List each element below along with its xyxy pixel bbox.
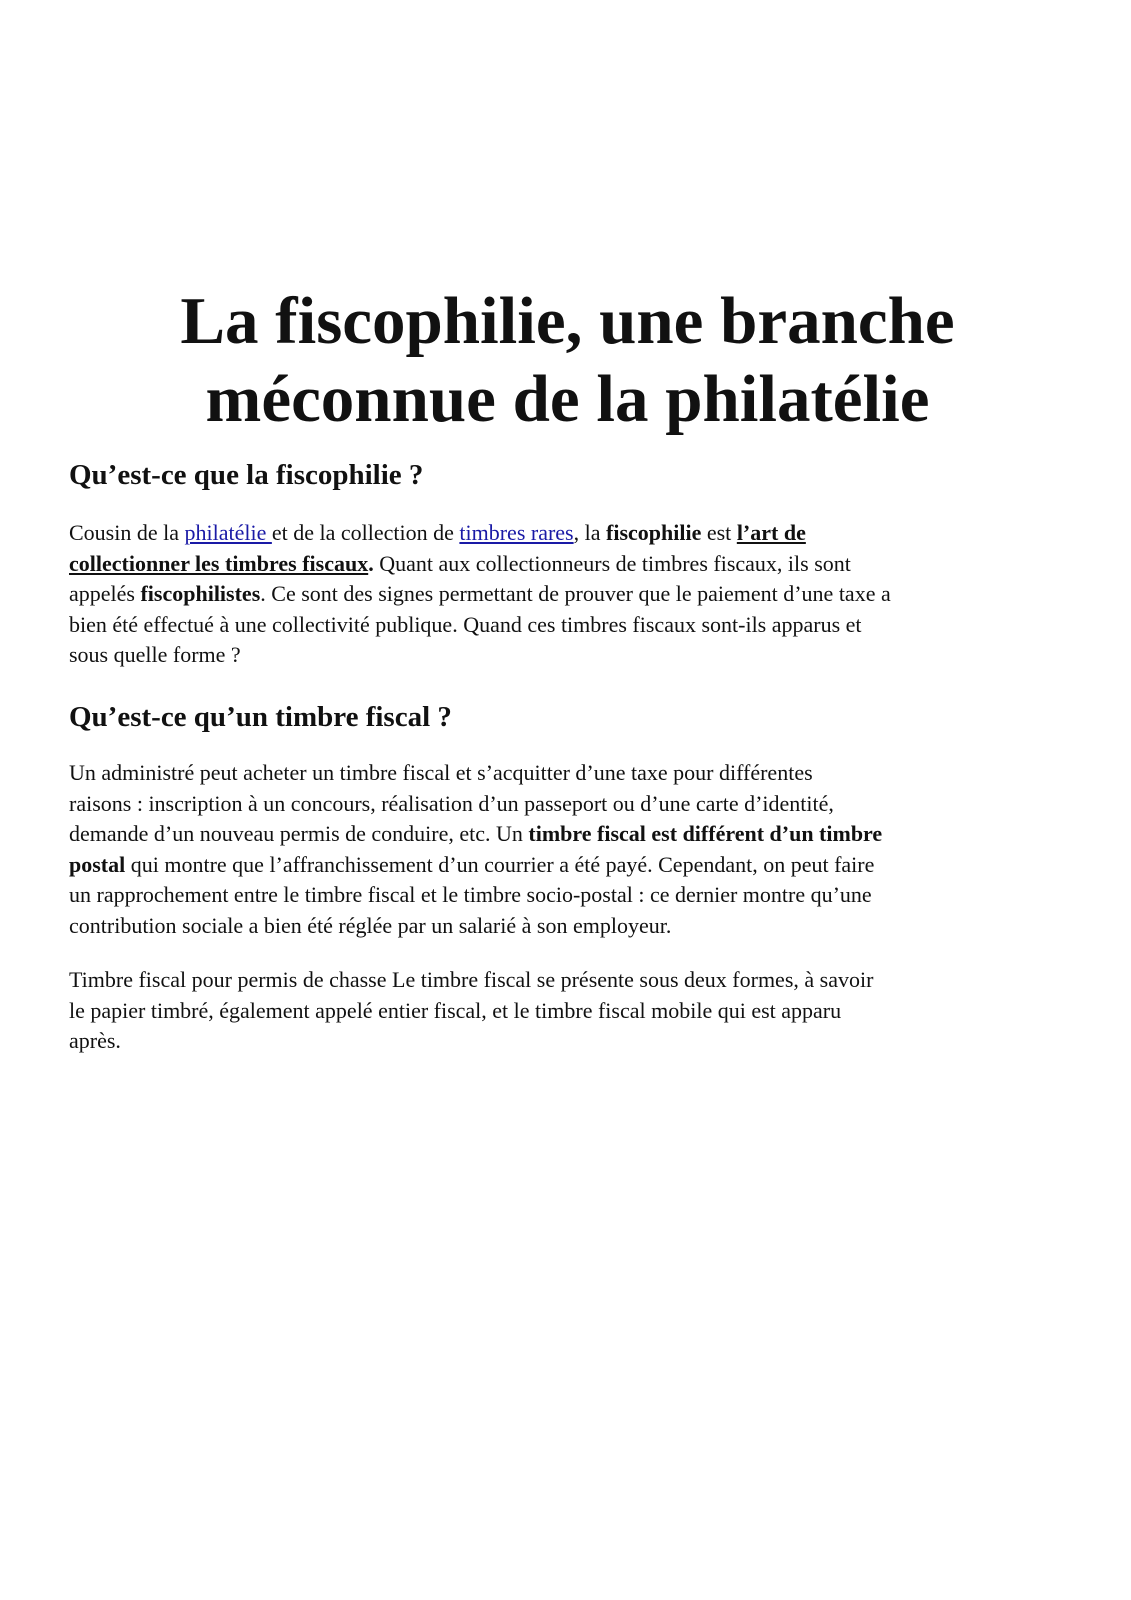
title-line-2: méconnue de la philatélie: [205, 362, 930, 436]
text-run: . Ce sont des signes permettant de prouver que le paiement d’une taxe a: [260, 581, 891, 606]
link-timbres-rares[interactable]: timbres rares: [459, 520, 574, 545]
text-run: et de la collection de: [271, 520, 460, 545]
title-line-1: La fiscophilie, une branche: [180, 284, 955, 358]
text-run: demande d’un nouveau permis de conduire, etc. Un: [69, 821, 529, 846]
text-line: Timbre fiscal pour permis de chasse Le timbre fiscal se présente sous deux formes, à savoir: [69, 967, 874, 992]
text-run: qui montre que l’affranchissement d’un courrier a été payé. Cependant, on peut faire: [125, 851, 875, 877]
paragraph-permis-de-chasse: [69, 965, 1059, 1057]
text-line: [69, 819, 1059, 850]
bold-underlined-definition: collectionner les timbres fiscaux: [69, 550, 369, 576]
text-run: Quant aux collectionneurs de timbres fiscaux, ils sont: [373, 550, 851, 576]
text-run: , la: [573, 520, 607, 545]
paragraph-fiscophilie: [69, 518, 1059, 671]
text-line: le papier timbré, également appelé entier fiscal, et le timbre fiscal mobile qui est apparu: [69, 997, 842, 1023]
text-line: Un administré peut acheter un timbre fiscal et s’acquitter d’une taxe pour différentes: [69, 760, 813, 785]
text-line: [69, 579, 1059, 610]
section-heading-fiscophilie: Qu’est-ce que la fiscophilie ?: [69, 459, 424, 491]
bold-phrase: timbre fiscal est différent d’un timbre: [528, 821, 883, 846]
text-line: [69, 850, 1059, 881]
text-line: sous quelle forme ?: [69, 642, 241, 667]
text-line: [69, 518, 1059, 549]
document-title: [100, 282, 1035, 438]
section-heading-timbre-fiscal: Qu’est-ce qu’un timbre fiscal ?: [69, 701, 452, 733]
text-line: un rapprochement entre le timbre fiscal et le timbre socio-postal : ce dernier montre qu’une: [69, 882, 872, 907]
paragraph-timbre-fiscal: [69, 758, 1059, 941]
text-line: contribution sociale a bien été réglée par un salarié à son employeur.: [69, 912, 672, 938]
text-run: appelés: [69, 581, 141, 606]
bold-phrase: postal: [69, 851, 126, 877]
text-run: est: [701, 520, 737, 545]
text-line: raisons : inscription à un concours, réalisation d’un passeport ou d’une carte d’identité,: [69, 790, 834, 816]
bold-term-fiscophilie: fiscophilie: [606, 520, 702, 545]
text-line: [69, 549, 1059, 580]
bold-period: .: [368, 550, 374, 576]
text-line: après.: [69, 1028, 121, 1053]
link-philatelie[interactable]: philatélie: [184, 520, 272, 545]
bold-term-fiscophilistes: fiscophilistes: [140, 581, 261, 606]
text-line: bien été effectué à une collectivité publique. Quand ces timbres fiscaux sont-ils apparus et: [69, 611, 862, 637]
text-run: Cousin de la: [69, 520, 185, 545]
bold-underlined-definition: l’art de: [736, 520, 806, 545]
